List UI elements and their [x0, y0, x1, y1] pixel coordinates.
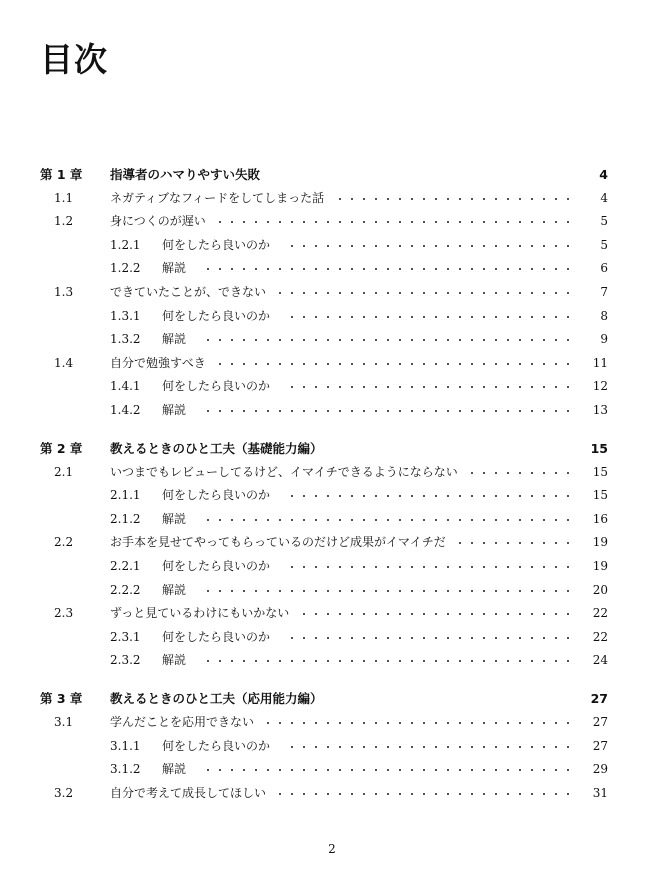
- chapter-gap: [0, 423, 664, 438]
- toc-entry-page: 19: [592, 535, 608, 550]
- toc-entry-number: 2.3.1: [110, 629, 141, 644]
- toc-entry-title: 解説: [162, 402, 187, 417]
- toc-entry-title: 身につくのが遅い: [110, 214, 206, 229]
- toc-entry-title: 何をしたら良いのか: [162, 379, 271, 394]
- toc-entry-number: 1.2.1: [110, 237, 141, 252]
- toc-entry-title: 何をしたら良いのか: [162, 629, 271, 644]
- dot-leader: [286, 243, 574, 249]
- toc-entry-page: 15: [590, 441, 608, 457]
- toc-entry-page: 5: [600, 237, 608, 252]
- toc-entry-number: 第 3 章: [40, 691, 83, 707]
- toc-entry-page: 29: [592, 762, 608, 777]
- toc-entry-sec[interactable]: [0, 782, 664, 806]
- toc-entry-number: 1.3: [54, 284, 74, 299]
- table-of-contents: [0, 163, 664, 805]
- dot-leader: [202, 767, 574, 773]
- toc-entry-number: 1.1: [54, 190, 74, 205]
- toc-entry-number: 1.2.2: [110, 261, 141, 276]
- toc-entry-title: いつまでもレビューしてるけど、イマイチできるようにならない: [110, 464, 458, 479]
- toc-entry-title: 何をしたら良いのか: [162, 488, 271, 503]
- toc-entry-page: 15: [592, 464, 608, 479]
- toc-entry-number: 2.1.2: [110, 511, 141, 526]
- dot-leader: [214, 361, 574, 367]
- toc-entry-title: 何をしたら良いのか: [162, 559, 271, 573]
- dot-leader: [286, 744, 574, 750]
- toc-entry-page: 5: [600, 214, 608, 229]
- toc-entry-title: 指導者のハマりやすい失敗: [110, 167, 261, 182]
- toc-entry-number: 3.2: [54, 785, 74, 800]
- dot-leader: [274, 290, 574, 296]
- dot-leader: [286, 314, 574, 320]
- toc-entry-page: 13: [592, 402, 608, 417]
- chapter-gap: [0, 673, 664, 688]
- toc-entry-sec[interactable]: [0, 187, 664, 211]
- toc-entry-page: 7: [600, 284, 608, 299]
- toc-entry-title: できていたことが、できない: [110, 284, 267, 299]
- toc-entry-sec[interactable]: [0, 602, 664, 626]
- dot-leader: [202, 588, 574, 594]
- toc-entry-sec[interactable]: [0, 352, 664, 376]
- toc-entry-page: 22: [592, 629, 608, 644]
- toc-entry-sub[interactable]: [0, 234, 664, 258]
- toc-entry-number: 2.2: [54, 535, 74, 550]
- dot-leader: [202, 408, 574, 414]
- page-title: 目次: [40, 40, 108, 79]
- toc-entry-number: 3.1: [54, 715, 74, 730]
- toc-entry-number: 1.4.1: [110, 379, 141, 394]
- toc-entry-page: 9: [600, 332, 608, 347]
- toc-entry-page: 31: [592, 785, 608, 800]
- toc-entry-sub[interactable]: [0, 555, 664, 579]
- toc-entry-sub[interactable]: [0, 579, 664, 603]
- toc-entry-title: お手本を見せてやってもらっているのだけど成果がイマイチだ: [110, 535, 446, 550]
- toc-entry-page: 27: [590, 691, 608, 707]
- toc-entry-page: 15: [592, 488, 608, 503]
- dot-leader: [202, 517, 574, 523]
- toc-entry-number: 2.2.1: [110, 559, 141, 573]
- toc-entry-sub[interactable]: [0, 484, 664, 508]
- toc-entry-chapter[interactable]: [0, 437, 664, 461]
- toc-entry-chapter[interactable]: [0, 163, 664, 187]
- toc-entry-title: 何をしたら良いのか: [162, 237, 271, 252]
- toc-entry-page: 19: [592, 559, 608, 573]
- dot-leader: [286, 635, 574, 641]
- toc-entry-number: 3.1.1: [110, 738, 141, 753]
- toc-entry-page: 27: [592, 715, 608, 730]
- dot-leader: [202, 658, 574, 664]
- dot-leader: [202, 337, 574, 343]
- toc-entry-page: 8: [600, 308, 608, 323]
- toc-entry-sec[interactable]: [0, 711, 664, 735]
- toc-entry-page: 22: [592, 606, 608, 621]
- toc-entry-sub[interactable]: [0, 375, 664, 399]
- toc-entry-title: ネガティブなフィードをしてしまった話: [110, 190, 325, 205]
- toc-entry-sec[interactable]: [0, 531, 664, 555]
- toc-entry-number: 1.3.2: [110, 332, 141, 347]
- toc-entry-chapter[interactable]: [0, 687, 664, 711]
- toc-entry-number: 1.4.2: [110, 402, 141, 417]
- dot-leader: [454, 540, 574, 546]
- toc-entry-page: 6: [600, 261, 608, 276]
- toc-entry-number: 2.1.1: [110, 488, 141, 503]
- toc-entry-page: 24: [592, 653, 608, 668]
- toc-entry-number: 1.2: [54, 214, 74, 229]
- toc-entry-title: 解説: [162, 582, 187, 597]
- toc-entry-page: 16: [592, 511, 608, 526]
- toc-entry-number: 第 1 章: [40, 167, 83, 182]
- toc-entry-number: 3.1.2: [110, 762, 141, 777]
- toc-entry-number: 2.3.2: [110, 653, 141, 668]
- dot-leader: [262, 720, 574, 726]
- dot-leader: [214, 219, 574, 225]
- toc-entry-page: 11: [592, 355, 608, 370]
- toc-entry-title: 何をしたら良いのか: [162, 308, 271, 323]
- toc-entry-number: 2.3: [54, 606, 74, 621]
- toc-entry-number: 2.2.2: [110, 582, 141, 597]
- toc-entry-sub[interactable]: [0, 305, 664, 329]
- toc-entry-number: 1.4: [54, 355, 74, 370]
- page-number: 2: [328, 842, 336, 856]
- toc-entry-sub[interactable]: [0, 735, 664, 759]
- toc-entry-sec[interactable]: [0, 210, 664, 234]
- toc-entry-sub[interactable]: [0, 649, 664, 673]
- toc-entry-sub[interactable]: [0, 399, 664, 423]
- toc-entry-title: 何をしたら良いのか: [162, 738, 271, 753]
- toc-entry-sub[interactable]: [0, 328, 664, 352]
- toc-entry-title: ずっと見ているわけにもいかない: [110, 606, 290, 621]
- dot-leader: [298, 611, 574, 617]
- dot-leader: [466, 470, 574, 476]
- toc-entry-title: 解説: [162, 261, 187, 276]
- dot-leader: [286, 384, 574, 390]
- dot-leader: [202, 266, 574, 272]
- toc-entry-number: 第 2 章: [40, 441, 83, 457]
- dot-leader: [334, 196, 574, 202]
- toc-entry-number: 1.3.1: [110, 308, 141, 323]
- toc-entry-title: 解説: [162, 762, 187, 777]
- toc-entry-sub[interactable]: [0, 508, 664, 532]
- toc-entry-title: 教えるときのひと工夫（基礎能力編）: [110, 441, 323, 457]
- dot-leader: [274, 791, 574, 797]
- toc-entry-page: 12: [592, 379, 608, 394]
- toc-entry-title: 学んだことを応用できない: [110, 715, 255, 730]
- toc-entry-page: 20: [592, 582, 608, 597]
- toc-entry-sub[interactable]: [0, 626, 664, 650]
- toc-entry-sub[interactable]: [0, 758, 664, 782]
- toc-entry-title: 解説: [162, 332, 187, 347]
- toc-entry-title: 解説: [162, 653, 187, 668]
- dot-leader: [286, 564, 574, 570]
- toc-entry-sec[interactable]: [0, 461, 664, 485]
- toc-entry-page: 4: [599, 167, 608, 182]
- toc-entry-page: 27: [592, 738, 608, 753]
- toc-entry-number: 2.1: [54, 464, 74, 479]
- toc-entry-title: 解説: [162, 511, 187, 526]
- toc-entry-sub[interactable]: [0, 257, 664, 281]
- toc-entry-title: 教えるときのひと工夫（応用能力編）: [110, 691, 323, 707]
- toc-entry-page: 4: [600, 190, 608, 205]
- toc-entry-sec[interactable]: [0, 281, 664, 305]
- toc-entry-title: 自分で勉強すべき: [110, 355, 206, 370]
- toc-entry-title: 自分で考えて成長してほしい: [110, 785, 267, 800]
- dot-leader: [286, 493, 574, 499]
